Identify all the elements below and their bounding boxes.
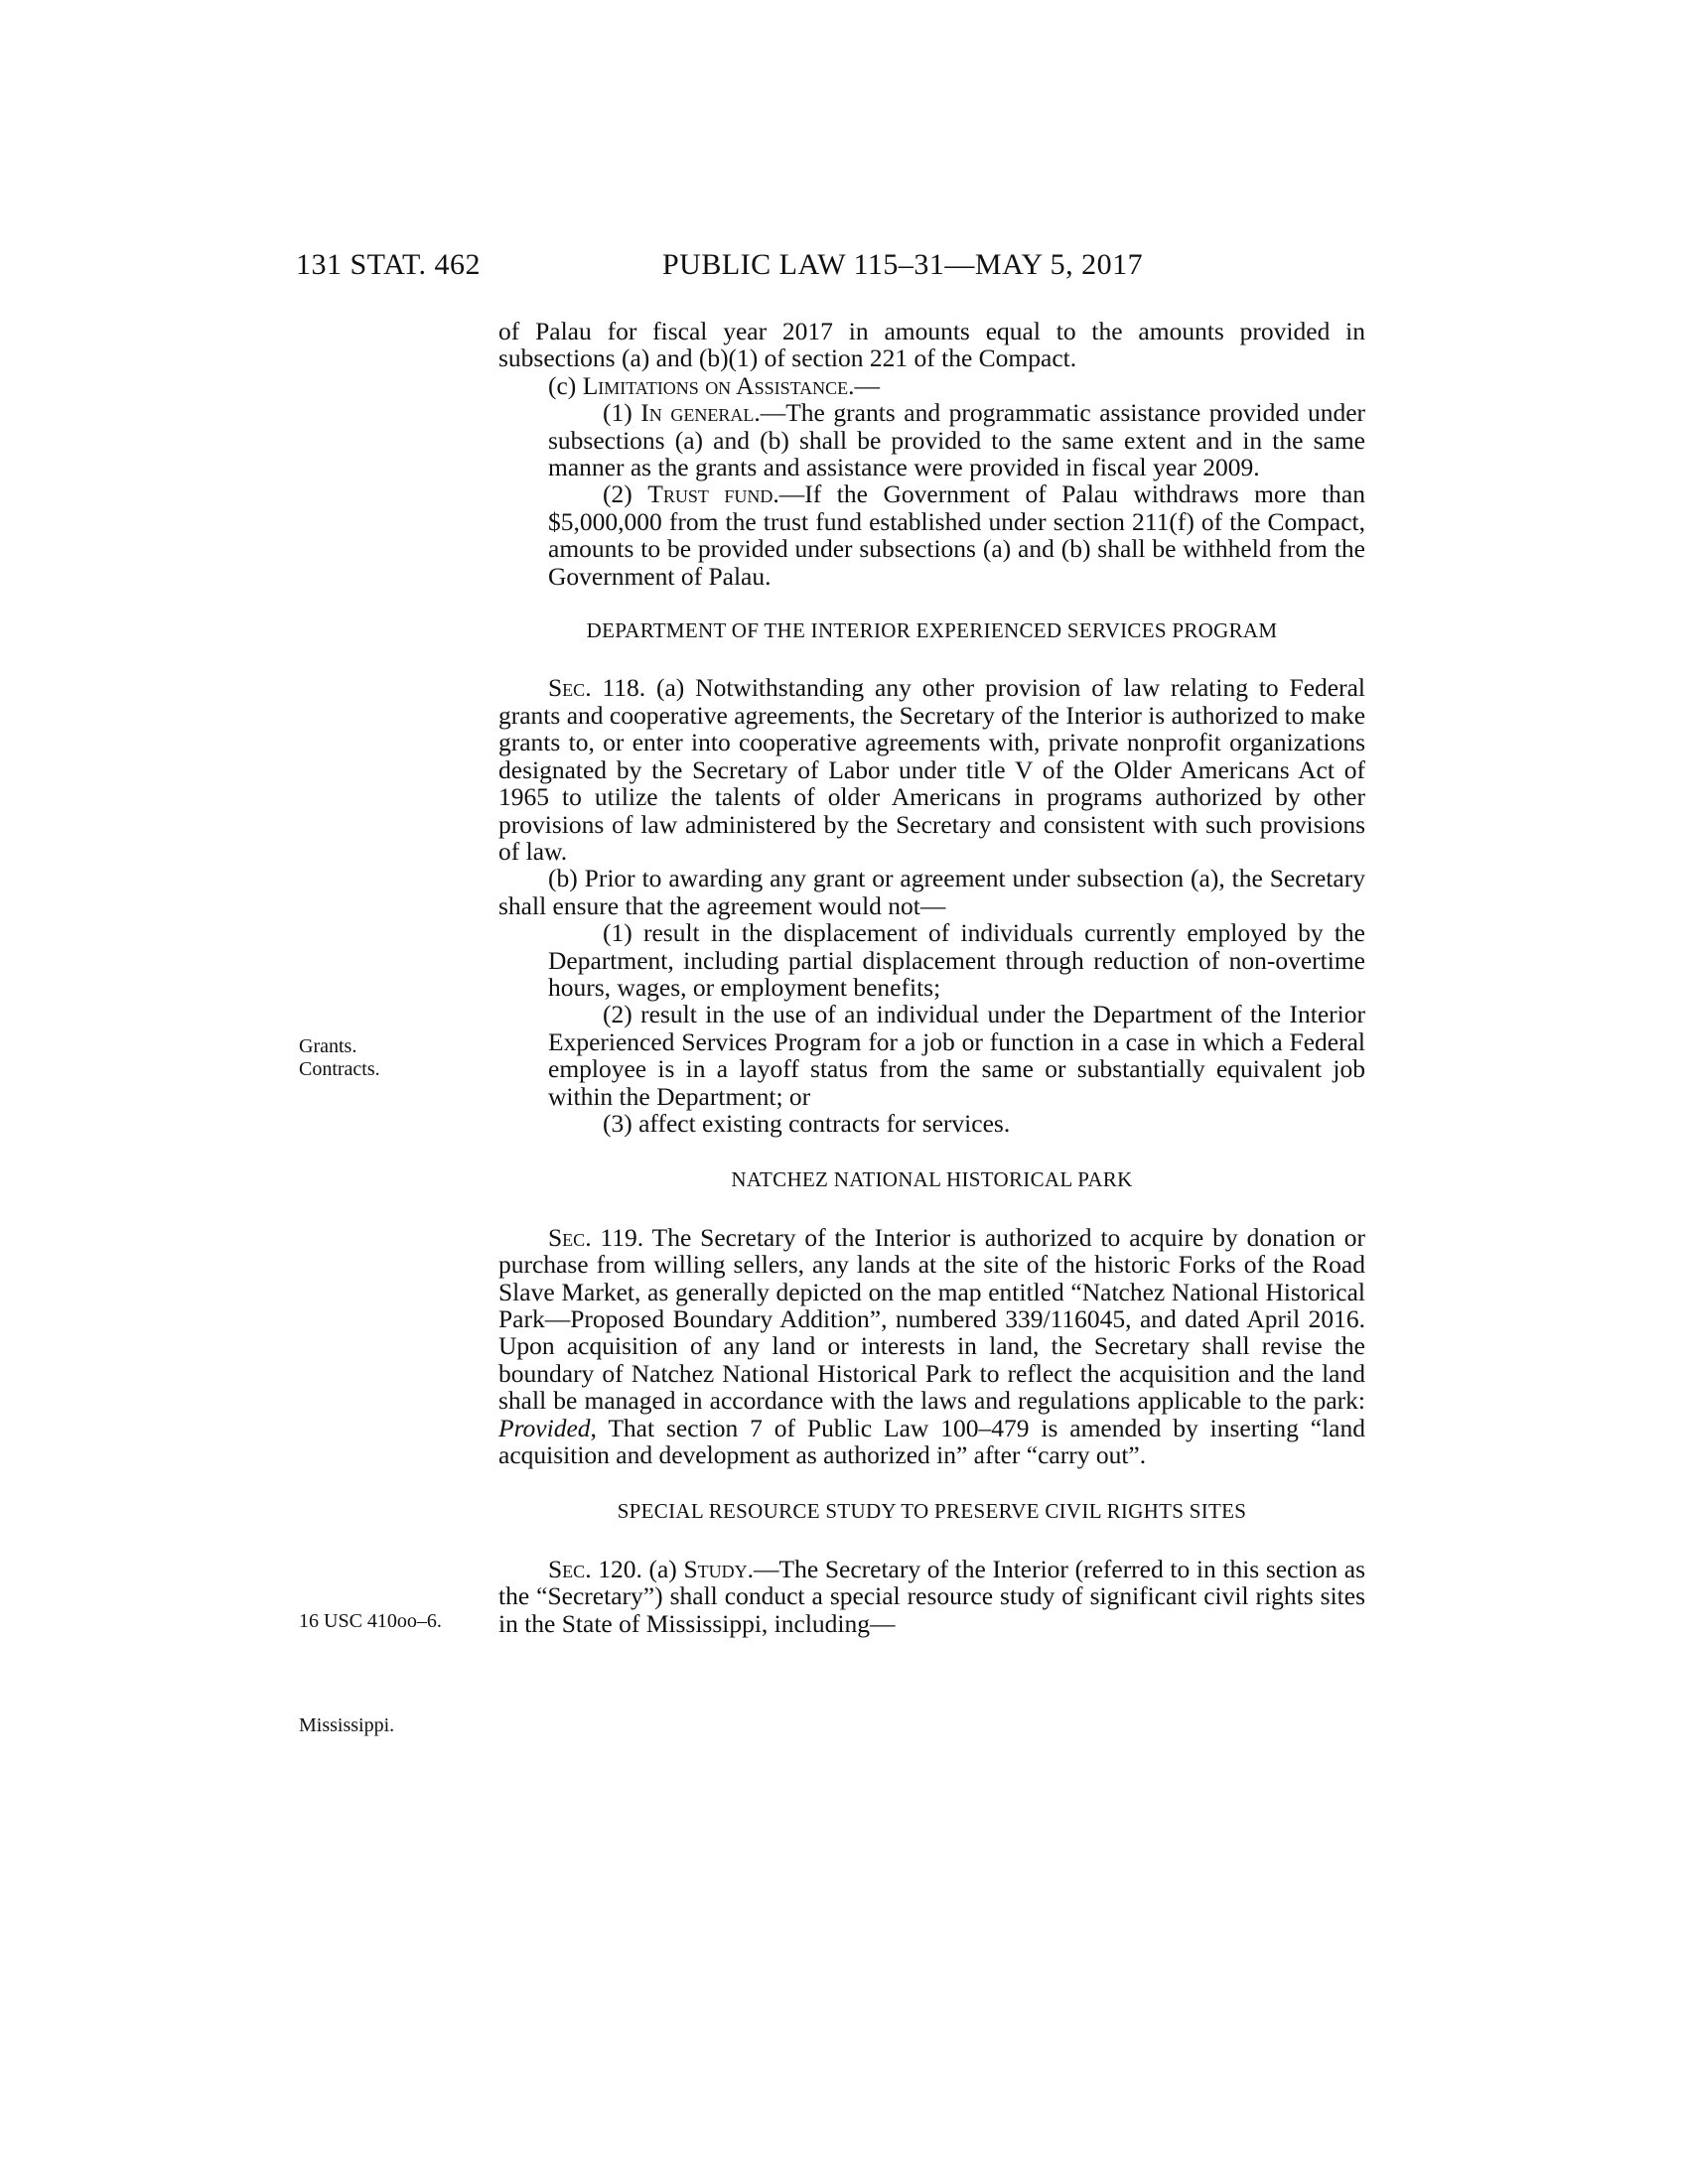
section-118-b1: (1) result in the displacement of individuals currently employed by the Department, including partial displacement through reduction of non-overtime hours, wages, or employment benefits; [548,918,1365,1002]
sec-119-text-b: , That section 7 of Public Law 100–479 is amended by inserting “land acquisition and development as authorized in” after “carry out”. [498,1413,1365,1470]
paragraph-c1-in-general [548,399,1365,480]
c1-heading: In general [640,398,755,428]
sec-118-a-text: . 118. (a) Notwithstanding any other provision of law relating to Federal grants and cooperative agreements, the Secretary of the Interior is authorized to make grants to, or enter into cooperative agreements with, private nonprofit organizations designated by the Secretary of Labor under title V of the Older Americans Act of 1965 to utilize the talents of older Americans in programs authorized by other provisions of law administered by the Secretary and consistent with such provisions of law. [498,673,1366,866]
c2-text: .—If the Government of Palau withdraws more than $5,000,000 from the trust fund established under section 211(f) of the Compact, amounts to be provided under subsections (a) and (b) shall be withheld from the Government of Palau. [548,479,1365,591]
subsection-c-label: (c) [548,370,583,400]
margin-note-grants-contracts [299,1035,380,1081]
sec-120-label: Sec [548,1554,586,1583]
section-118-a [498,674,1365,865]
c1-text: .—The grants and programmatic assistance provided under subsections (a) and (b) shall be provided to the same extent and in the same manner as the grants and assistance were provided in fiscal year 2009. [548,398,1366,482]
subsection-c-dash: .— [848,370,881,400]
section-118-b2: (2) result in the use of an individual under the Department of the Interior Experienced Services Program for a job or function in a case in which a Federal employee is in a layoff status from the same or substantially equivalent job within the Department; or [548,1000,1365,1111]
margin-note-grants: Grants. [299,1035,357,1057]
sec-118-label: Sec [548,673,586,703]
margin-note-mississippi: Mississippi. [299,1714,395,1736]
law-title: PUBLIC LAW 115–31—MAY 5, 2017 [662,248,1144,281]
section-118-b: (b) Prior to awarding any grant or agreement under subsection (a), the Secretary shall ensure that the agreement would not— [498,864,1365,920]
sec-119-label: Sec [548,1222,586,1252]
section-heading-experienced-services: DEPARTMENT OF THE INTERIOR EXPERIENCED SERVICES PROGRAM [586,618,1278,643]
section-118-b-list [498,919,1365,1137]
section-120-a [498,1556,1365,1637]
c1-number: (1) [603,398,641,428]
sec-120-text: .—The Secretary of the Interior (referred to in this section as the “Secretary”) shall conduct a special resource study of significant civil rights sites in the State of Mississippi, including— [498,1554,1366,1638]
c2-number: (2) [603,479,648,509]
paragraph-c2-trust-fund [548,480,1365,590]
statute-page-number: 131 STAT. 462 [296,248,482,281]
c2-heading: Trust fund [647,479,774,509]
sec-119-provided: Provided [498,1413,591,1442]
limitations-list [498,399,1365,590]
section-heading-civil-rights: SPECIAL RESOURCE STUDY TO PRESERVE CIVIL RIGHTS SITES [617,1499,1247,1524]
section-heading-natchez: NATCHEZ NATIONAL HISTORICAL PARK [731,1167,1133,1192]
sec-119-text-a: . 119. The Secretary of the Interior is authorized to acquire by donation or purchase from willing sellers, any lands at the site of the historic Forks of the Road Slave Market, as generally depicted on the map entitled “Natchez National Historical Park—Proposed Boundary Addition”, numbered 339/116045, and dated April 2016. Upon acquisition of any land or interests in land, the Secretary shall revise the boundary of Natchez National Historical Park to reflect the acquisition and the land shall be managed in accordance with the laws and regulations applicable to the park: [498,1222,1365,1416]
subsection-c-heading: Limitations on Assistance [582,370,849,400]
section-118-b3: (3) affect existing contracts for services. [603,1108,1011,1138]
sec-120-number: . 120. (a) [585,1554,684,1583]
subsection-c-limitations [498,372,1365,399]
sec-120-study-heading: Study [683,1554,748,1583]
paragraph-palau: of Palau for fiscal year 2017 in amounts equal to the amounts provided in subsections (a) and (b)(1) of section 221 of the Compact. [498,317,1365,373]
section-119 [498,1224,1365,1469]
margin-note-contracts: Contracts. [299,1058,380,1080]
margin-note-usc: 16 USC 410oo–6. [299,1610,442,1632]
page-body [498,318,1365,1637]
running-header [296,248,1365,288]
